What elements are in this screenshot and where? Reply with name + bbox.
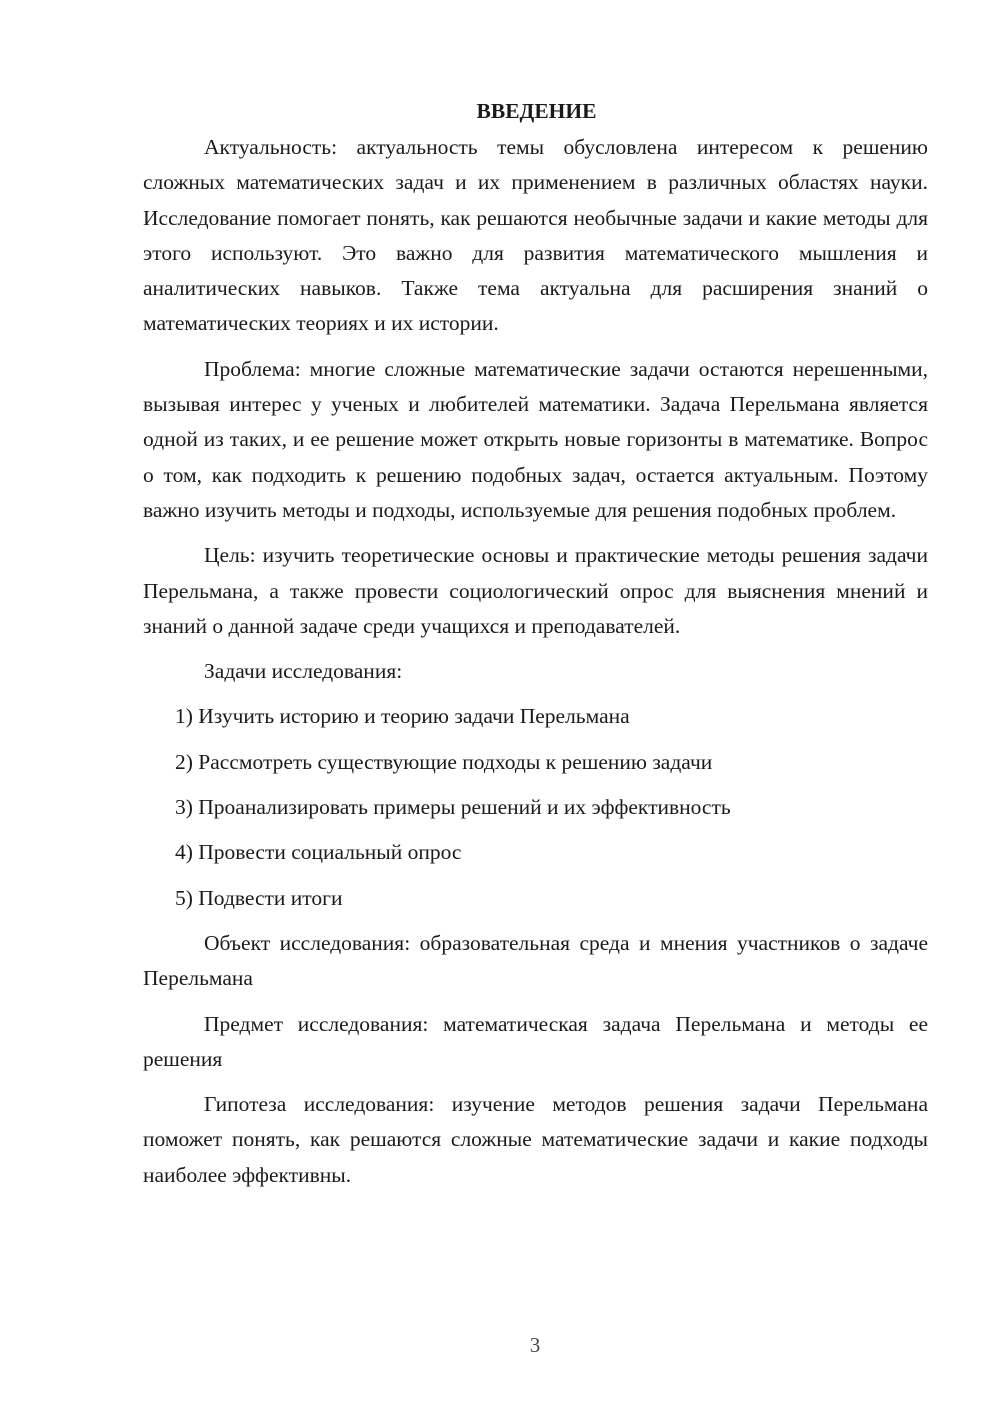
task-item: 2) Рассмотреть существующие подходы к решению задачи [175,749,713,774]
relevance-paragraph: Актуальность: актуальность темы обусловлена интересом к решению сложных математических задач и их применением в различных областях науки. Исследование помогает понять, как решаются необычные задачи и какие методы для этого используют. Это важно для развития математического мышления и аналитических навыков. Также тема актуальна для расширения знаний о математических теориях и их истории. [143,135,928,336]
task-item: 4) Провести социальный опрос [175,840,462,865]
task-item: 3) Проанализировать примеры решений и их эффективность [175,795,731,820]
task-item: 5) Подвести итоги [175,885,343,910]
goal-paragraph: Цель: изучить теоретические основы и практические методы решения задачи Перельмана, а также провести социологический опрос для выяснения мнений и знаний о данной задаче среди учащихся и преподавателей. [143,543,928,638]
page-title: ВВЕДЕНИЕ [476,99,597,123]
subject-paragraph: Предмет исследования: математическая задача Перельмана и методы ее решения [143,1011,928,1071]
page-number: 3 [529,1333,541,1357]
problem-paragraph: Проблема: многие сложные математические задачи остаются нерешенными, вызывая интерес у ученых и любителей математики. Задача Перельмана является одной из таких, и ее решение может открыть новые горизонты в математике. Вопрос о том, как подходить к решению подобных задач, остается актуальным. Поэтому важно изучить методы и подходы, используемые для решения подобных проблем. [143,356,928,522]
task-item: 1) Изучить историю и теорию задачи Перельмана [175,704,630,729]
task-list [143,699,928,915]
hypothesis-paragraph: Гипотеза исследования: изучение методов решения задачи Перельмана поможет понять, как решаются сложные математические задачи и какие подходы наиболее эффективны. [143,1092,928,1187]
page-content [143,94,928,1203]
tasks-heading: Задачи исследования: [204,659,403,684]
object-paragraph: Объект исследования: образовательная среда и мнения участников о задаче Перельмана [143,930,928,991]
